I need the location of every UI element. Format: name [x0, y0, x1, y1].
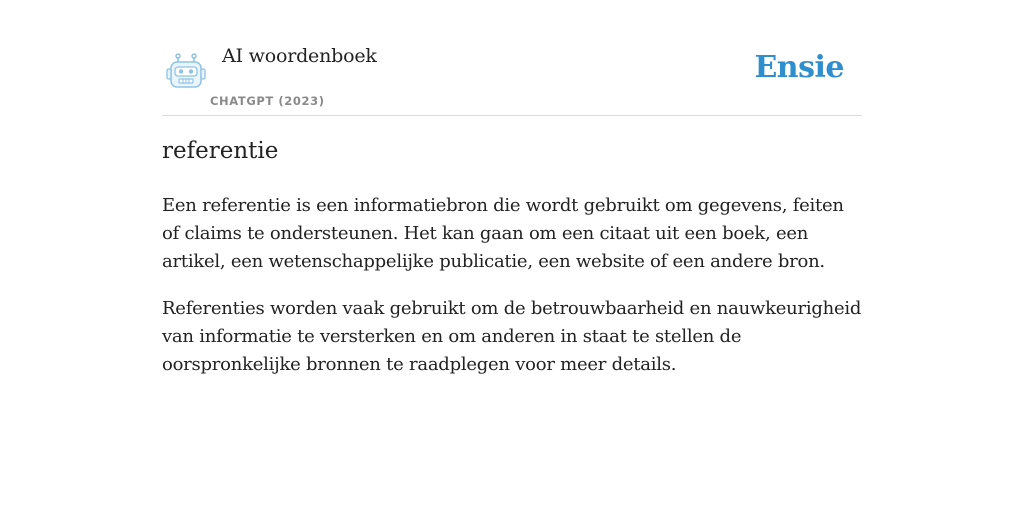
definition-paragraph: Een referentie is een informatiebron die wordt gebruikt om gegevens, feiten of claims te ondersteunen. Het kan gaan om een citaat uit een boek, een artikel, een wetenschappelijke publicatie, een website of een andere bron.	[162, 195, 844, 272]
dictionary-title[interactable]: AI woordenboek	[222, 45, 377, 67]
definition-paragraph: Referenties worden vaak gebruikt om de betrouwbaarheid en nauwkeurigheid van informatie te versterken en om anderen in staat te stellen de oorspronkelijke bronnen te raadplegen voor meer details.	[162, 298, 862, 375]
ensie-logo[interactable]: Ensie	[754, 50, 844, 85]
entry-header	[162, 0, 862, 116]
dictionary-entry-card	[162, 0, 862, 375]
source-label: CHATGPT (2023)	[210, 94, 325, 108]
robot-icon	[166, 52, 206, 90]
entry-term: referentie	[162, 138, 279, 164]
entry-definition	[162, 192, 862, 398]
